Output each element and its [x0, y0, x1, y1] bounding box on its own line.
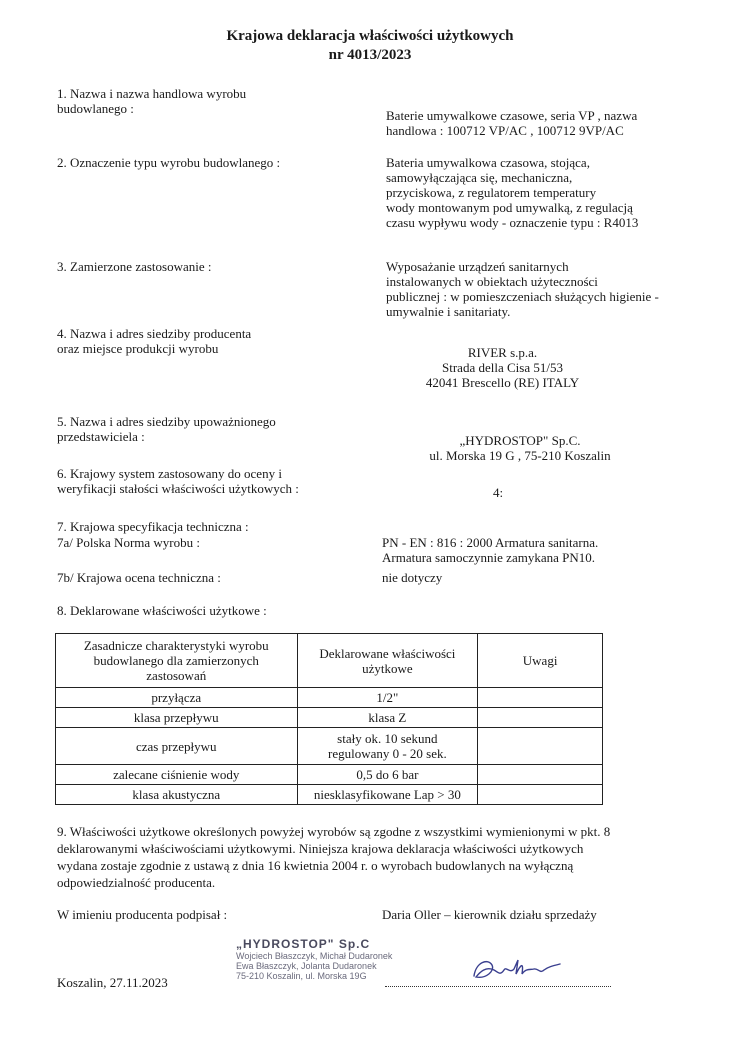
- section-3-value: Wyposażanie urządzeń sanitarnych instalowanych w obiektach użyteczności publicznej : w pomieszczeniach służących higienie - umywalnie i sanitariaty.: [386, 259, 659, 319]
- stamp-company: „HYDROSTOP" Sp.C: [236, 938, 371, 951]
- table-header-characteristics: Zasadnicze charakterystyki wyrobu budowlanego dla zamierzonych zastosowań: [56, 634, 298, 688]
- table-cell-value: 1/2": [297, 688, 478, 708]
- section-7a-value: PN - EN : 816 : 2000 Armatura sanitarna. Armatura samoczynnie zamykana PN10.: [382, 535, 599, 565]
- table-row: [56, 785, 603, 805]
- table-cell-value: 0,5 do 6 bar: [297, 765, 478, 785]
- table-cell-characteristic: klasa akustyczna: [56, 785, 298, 805]
- performance-table: [55, 633, 603, 805]
- company-stamp: [236, 938, 406, 990]
- signer-name: Daria Oller – kierownik działu sprzedaży: [382, 907, 597, 922]
- section-7a-label: 7a/ Polska Norma wyrobu :: [57, 535, 200, 550]
- table-cell-characteristic: czas przepływu: [56, 728, 298, 765]
- stamp-line: Ewa Błaszczyk, Jolanta Dudaronek: [236, 961, 377, 971]
- signed-on-behalf-label: W imieniu producenta podpisał :: [57, 907, 228, 922]
- table-cell-note: [478, 688, 603, 708]
- table-header-declared: Deklarowane właściwości użytkowe: [297, 634, 478, 688]
- section-3-label: 3. Zamierzone zastosowanie :: [57, 259, 212, 274]
- table-cell-value: stały ok. 10 sekund regulowany 0 - 20 sek.: [297, 728, 478, 765]
- table-row: [56, 708, 603, 728]
- section-1-label: 1. Nazwa i nazwa handlowa wyrobu budowlanego :: [57, 86, 247, 116]
- table-row: [56, 688, 603, 708]
- assessment-system-value: 4:: [493, 485, 504, 500]
- table-cell-value: niesklasyfikowane Lap > 30: [297, 785, 478, 805]
- stamp-line: 75-210 Koszalin, ul. Morska 19G: [236, 971, 367, 981]
- table-cell-note: [478, 765, 603, 785]
- document-number: nr 4013/2023: [328, 47, 412, 63]
- handwritten-signature: [470, 952, 565, 984]
- table-cell-note: [478, 708, 603, 728]
- table-cell-characteristic: zalecane ciśnienie wody: [56, 765, 298, 785]
- section-4-label: 4. Nazwa i adres siedziby producenta oraz miejsce produkcji wyrobu: [57, 326, 252, 356]
- table-header-row: [56, 634, 603, 688]
- table-cell-value: klasa Z: [297, 708, 478, 728]
- signature-line: [385, 985, 611, 987]
- table-header-notes: Uwagi: [478, 634, 603, 688]
- section-2-value: Bateria umywalkowa czasowa, stojąca, samowyłączająca się, mechaniczna, przyciskowa, z regulatorem temperatury wody montowanym pod umywalką, z regulacją czasu wypływu wody - oznaczenie typu : R4013: [386, 155, 639, 230]
- table-cell-note: [478, 785, 603, 805]
- section-7b-label: 7b/ Krajowa ocena techniczna :: [57, 570, 221, 585]
- section-1-value: Baterie umywalkowe czasowe, seria VP , nazwa handlowa : 100712 VP/AC , 100712 9VP/AC: [386, 108, 638, 138]
- representative-address: „HYDROSTOP" Sp.C. ul. Morska 19 G , 75-210 Koszalin: [429, 433, 611, 463]
- stamp-line: Wojciech Błaszczyk, Michał Dudaronek: [236, 951, 393, 961]
- place-and-date: Koszalin, 27.11.2023: [57, 975, 168, 990]
- section-2-label: 2. Oznaczenie typu wyrobu budowlanego :: [57, 155, 281, 170]
- section-6-label: 6. Krajowy system zastosowany do oceny i weryfikacji stałości właściwości użytkowych :: [57, 466, 299, 496]
- section-9-statement: 9. Właściwości użytkowe określonych powyżej wyrobów są zgodne z wszystkimi wymienionymi w pkt. 8 deklarowanymi właściwościami użytkowymi. Niniejsza krajowa deklaracja właściwości użytkowych wydana zostaje zgodnie z ustawą z dnia 16 kwietnia 2004 r. o wyrobach budowlanych na wyłączną odpowiedzialność producenta.: [57, 824, 611, 890]
- table-row: [56, 765, 603, 785]
- table-cell-note: [478, 728, 603, 765]
- table-row: [56, 728, 603, 765]
- document-title: Krajowa deklaracja właściwości użytkowych: [226, 28, 514, 44]
- section-5-label: 5. Nazwa i adres siedziby upoważnionego przedstawiciela :: [57, 414, 276, 444]
- section-7b-value: nie dotyczy: [382, 570, 443, 585]
- manufacturer-address: RIVER s.p.a. Strada della Cisa 51/53 42041 Brescello (RE) ITALY: [425, 345, 580, 390]
- section-8-label: 8. Deklarowane właściwości użytkowe :: [57, 603, 267, 618]
- section-7-label: 7. Krajowa specyfikacja techniczna :: [57, 519, 249, 534]
- table-cell-characteristic: klasa przepływu: [56, 708, 298, 728]
- table-cell-characteristic: przyłącza: [56, 688, 298, 708]
